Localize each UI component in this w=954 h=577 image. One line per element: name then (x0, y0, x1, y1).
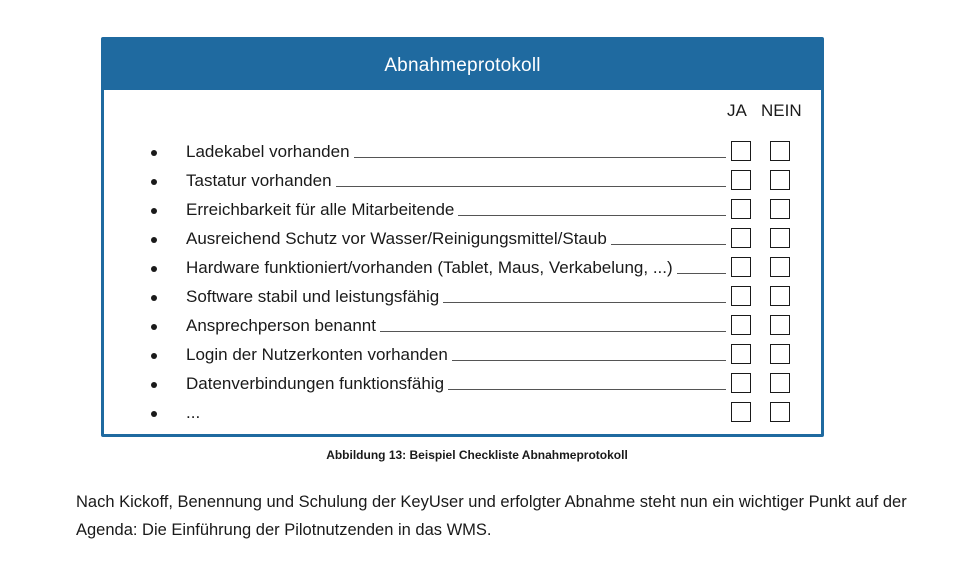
bullet-icon (151, 266, 157, 272)
checklist-figure (101, 37, 824, 437)
checklist-item (104, 167, 821, 196)
checklist-item-row (186, 258, 726, 278)
checkbox-ja[interactable] (731, 315, 751, 335)
checklist-item (104, 254, 821, 283)
checkbox-ja[interactable] (731, 141, 751, 161)
checklist-item (104, 341, 821, 370)
checklist-item-row (186, 287, 726, 307)
checklist-item-row (186, 345, 726, 365)
bullet-icon (151, 295, 157, 301)
checkbox-nein[interactable] (770, 199, 790, 219)
checklist-item-label: Login der Nutzerkonten vorhanden (186, 345, 452, 365)
checkbox-ja[interactable] (731, 402, 751, 422)
checklist-item (104, 225, 821, 254)
leader-line (458, 214, 726, 216)
bullet-icon (151, 353, 157, 359)
checklist-item-label: Tastatur vorhanden (186, 171, 336, 191)
checkbox-nein[interactable] (770, 257, 790, 277)
checklist-item-row (186, 316, 726, 336)
checklist-item-label: Hardware funktioniert/vorhanden (Tablet, Maus, Verkabelung, ...) (186, 258, 677, 278)
checklist-item-row (186, 403, 726, 423)
checklist-item-row (186, 229, 726, 249)
checklist-item (104, 312, 821, 341)
checkbox-nein[interactable] (770, 286, 790, 306)
checklist-item-row (186, 142, 726, 162)
checklist-item-label: Software stabil und leistungsfähig (186, 287, 443, 307)
leader-line (380, 330, 726, 332)
checklist-item-label: Ausreichend Schutz vor Wasser/Reinigungsmittel/Staub (186, 229, 611, 249)
leader-line (611, 243, 726, 245)
checkbox-nein[interactable] (770, 402, 790, 422)
checklist-item (104, 283, 821, 312)
checklist-title: Abnahmeprotokoll (104, 40, 821, 90)
column-header-nein: NEIN (761, 101, 802, 120)
checklist-item (104, 138, 821, 167)
bullet-icon (151, 411, 157, 417)
checklist-item (104, 399, 821, 428)
checkbox-ja[interactable] (731, 257, 751, 277)
checklist-item-label: ... (186, 403, 204, 423)
checkbox-nein[interactable] (770, 315, 790, 335)
checklist-item (104, 370, 821, 399)
checklist-item-label: Datenverbindungen funktionsfähig (186, 374, 448, 394)
leader-line (448, 388, 726, 390)
body-paragraph: Nach Kickoff, Benennung und Schulung der KeyUser und erfolgter Abnahme steht nun ein wichtiger Punkt auf der Agenda: Die Einführung der Pilotnutzenden in das WMS. (76, 493, 907, 539)
figure-caption: Abbildung 13: Beispiel Checkliste Abnahmeprotokoll (326, 448, 628, 462)
checkbox-ja[interactable] (731, 228, 751, 248)
leader-line (677, 272, 726, 274)
checkbox-ja[interactable] (731, 170, 751, 190)
bullet-icon (151, 208, 157, 214)
leader-line (443, 301, 726, 303)
checkbox-nein[interactable] (770, 228, 790, 248)
checkbox-nein[interactable] (770, 170, 790, 190)
checklist-item-row (186, 171, 726, 191)
bullet-icon (151, 382, 157, 388)
checklist-item-row (186, 200, 726, 220)
checklist-item-row (186, 374, 726, 394)
checklist-items (104, 138, 821, 428)
bullet-icon (151, 179, 157, 185)
checkbox-ja[interactable] (731, 199, 751, 219)
checkbox-ja[interactable] (731, 344, 751, 364)
checklist-item-label: Ansprechperson benannt (186, 316, 380, 336)
checkbox-nein[interactable] (770, 141, 790, 161)
checkbox-nein[interactable] (770, 344, 790, 364)
checkbox-ja[interactable] (731, 373, 751, 393)
bullet-icon (151, 150, 157, 156)
checklist-item (104, 196, 821, 225)
checklist-item-label: Erreichbarkeit für alle Mitarbeitende (186, 200, 458, 220)
leader-line (452, 359, 726, 361)
leader-line (336, 185, 726, 187)
column-header-ja: JA (727, 101, 747, 120)
checklist-item-label: Ladekabel vorhanden (186, 142, 354, 162)
checkbox-nein[interactable] (770, 373, 790, 393)
bullet-icon (151, 324, 157, 330)
bullet-icon (151, 237, 157, 243)
checkbox-ja[interactable] (731, 286, 751, 306)
leader-line (354, 156, 726, 158)
